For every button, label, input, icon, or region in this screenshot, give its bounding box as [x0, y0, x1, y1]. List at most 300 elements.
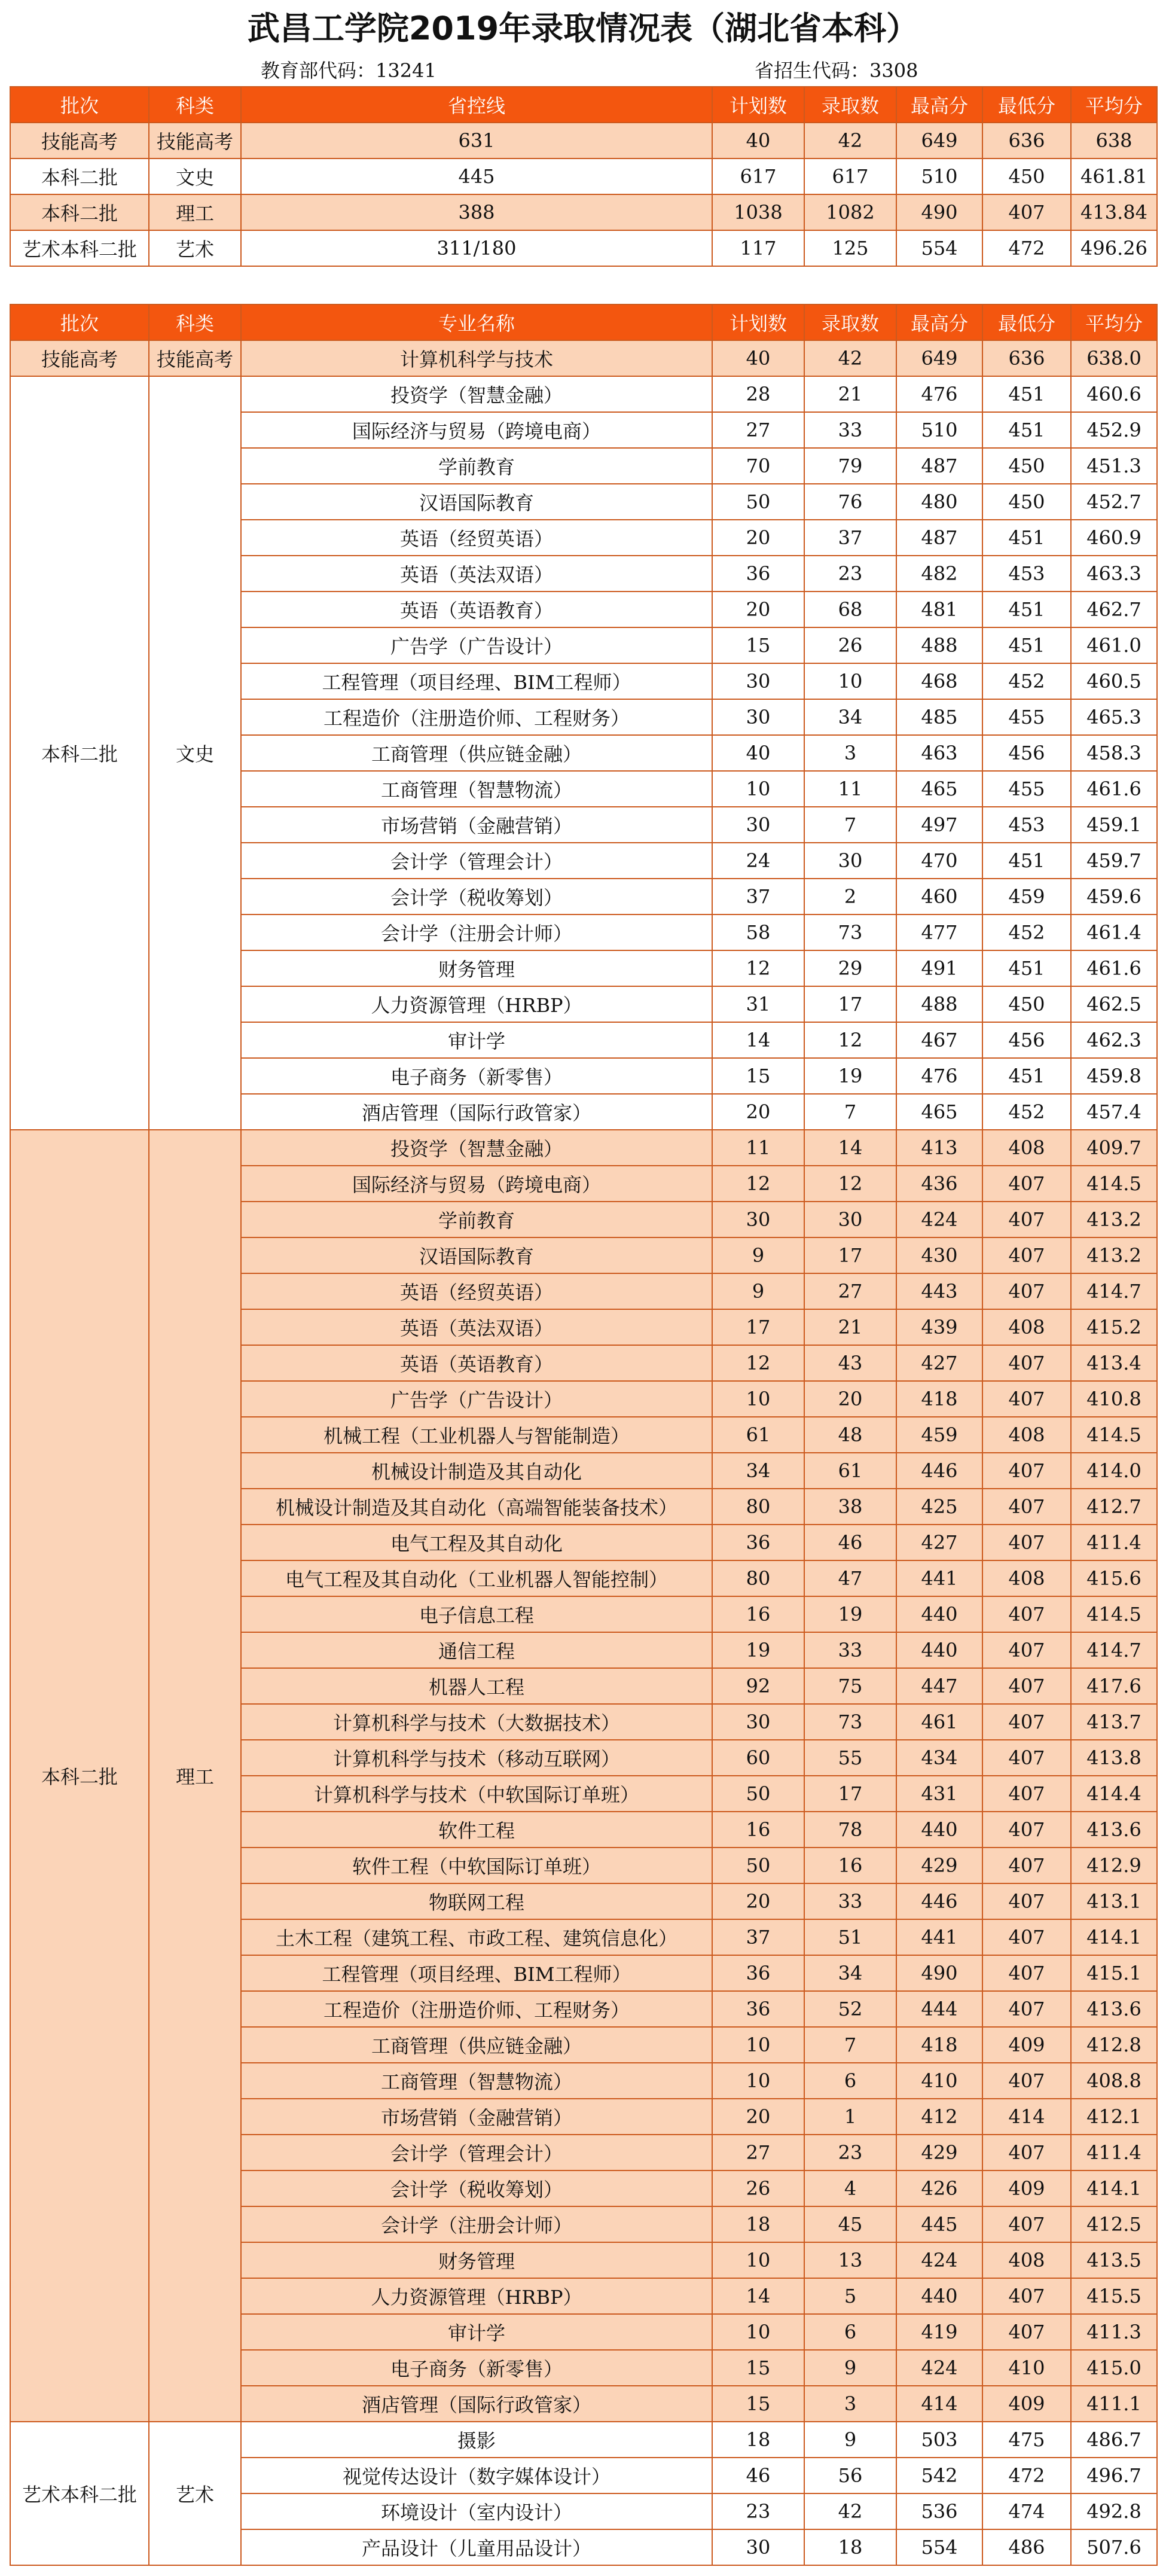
- detail-cell-max: 481: [896, 592, 982, 627]
- summary-row: [10, 123, 1157, 158]
- detail-cell-admitted: 23: [804, 2135, 896, 2170]
- detail-cell-major: 汉语国际教育: [241, 1237, 712, 1273]
- detail-cell-avg: 411.4: [1071, 2135, 1157, 2170]
- detail-cell-major: 英语（英语教育）: [241, 592, 712, 627]
- detail-cell-batch: 技能高考: [10, 340, 149, 376]
- detail-cell-major: 投资学（智慧金融）: [241, 1130, 712, 1166]
- detail-cell-max: 490: [896, 1955, 982, 1991]
- detail-cell-min: 407: [982, 1668, 1071, 1704]
- detail-cell-admitted: 55: [804, 1740, 896, 1776]
- detail-cell-min: 456: [982, 735, 1071, 771]
- detail-cell-min: 407: [982, 2135, 1071, 2170]
- detail-cell-max: 491: [896, 950, 982, 986]
- detail-cell-plan: 37: [712, 1919, 804, 1955]
- detail-cell-admitted: 12: [804, 1166, 896, 1202]
- detail-cell-major: 机器人工程: [241, 1668, 712, 1704]
- detail-cell-max: 427: [896, 1525, 982, 1560]
- summary-cell-plan: 1038: [712, 194, 804, 230]
- detail-cell-avg: 413.8: [1071, 1740, 1157, 1776]
- summary-cell-avg: 461.81: [1071, 158, 1157, 194]
- detail-cell-admitted: 48: [804, 1417, 896, 1453]
- detail-cell-min: 452: [982, 914, 1071, 950]
- detail-cell-major: 英语（英法双语）: [241, 556, 712, 592]
- detail-cell-avg: 414.1: [1071, 1919, 1157, 1955]
- detail-cell-plan: 20: [712, 1094, 804, 1130]
- detail-cell-batch: 本科二批: [10, 376, 149, 1130]
- summary-cell-plan: 117: [712, 230, 804, 266]
- detail-cell-max: 465: [896, 771, 982, 807]
- detail-cell-min: 636: [982, 340, 1071, 376]
- detail-cell-admitted: 42: [804, 340, 896, 376]
- detail-cell-avg: 451.3: [1071, 448, 1157, 484]
- detail-cell-avg: 413.5: [1071, 2242, 1157, 2278]
- summary-header-admitted: 录取数: [804, 87, 896, 123]
- detail-cell-avg: 408.8: [1071, 2063, 1157, 2099]
- summary-cell-batch: 艺术本科二批: [10, 230, 149, 266]
- detail-cell-plan: 16: [712, 1812, 804, 1848]
- detail-cell-plan: 18: [712, 2206, 804, 2242]
- detail-cell-max: 412: [896, 2099, 982, 2135]
- detail-cell-min: 407: [982, 1489, 1071, 1525]
- detail-cell-max: 410: [896, 2063, 982, 2099]
- detail-cell-major: 酒店管理（国际行政管家）: [241, 2386, 712, 2422]
- detail-cell-admitted: 51: [804, 1919, 896, 1955]
- detail-cell-min: 455: [982, 771, 1071, 807]
- detail-cell-major: 汉语国际教育: [241, 484, 712, 520]
- summary-header-min: 最低分: [982, 87, 1071, 123]
- detail-cell-major: 英语（经贸英语）: [241, 520, 712, 556]
- table-row: [10, 1130, 1157, 1166]
- detail-cell-plan: 20: [712, 2099, 804, 2135]
- detail-cell-major: 工程造价（注册造价师、工程财务）: [241, 1991, 712, 2027]
- detail-cell-batch: 艺术本科二批: [10, 2422, 149, 2565]
- summary-header-control-line: 省控线: [241, 87, 712, 123]
- detail-cell-plan: 37: [712, 879, 804, 914]
- detail-cell-plan: 14: [712, 1022, 804, 1058]
- detail-cell-plan: 10: [712, 2314, 804, 2350]
- summary-cell-max: 510: [896, 158, 982, 194]
- detail-cell-admitted: 30: [804, 843, 896, 879]
- detail-cell-avg: 413.2: [1071, 1202, 1157, 1237]
- detail-cell-plan: 18: [712, 2422, 804, 2458]
- detail-cell-min: 407: [982, 1632, 1071, 1668]
- detail-cell-plan: 50: [712, 484, 804, 520]
- detail-cell-min: 407: [982, 1776, 1071, 1812]
- detail-cell-max: 487: [896, 520, 982, 556]
- detail-cell-admitted: 33: [804, 1632, 896, 1668]
- detail-cell-plan: 46: [712, 2458, 804, 2493]
- detail-cell-avg: 457.4: [1071, 1094, 1157, 1130]
- summary-cell-category: 艺术: [149, 230, 241, 266]
- detail-cell-min: 452: [982, 1094, 1071, 1130]
- detail-cell-admitted: 27: [804, 1273, 896, 1309]
- detail-cell-min: 407: [982, 1848, 1071, 1883]
- detail-cell-max: 468: [896, 663, 982, 699]
- detail-cell-min: 407: [982, 1345, 1071, 1381]
- detail-cell-plan: 80: [712, 1560, 804, 1596]
- summary-cell-control-line: 445: [241, 158, 712, 194]
- detail-cell-min: 459: [982, 879, 1071, 914]
- detail-cell-major: 工商管理（智慧物流）: [241, 2063, 712, 2099]
- detail-cell-avg: 461.6: [1071, 771, 1157, 807]
- detail-cell-category: 理工: [149, 1130, 241, 2422]
- detail-cell-plan: 10: [712, 1381, 804, 1417]
- detail-cell-plan: 30: [712, 1704, 804, 1740]
- summary-cell-min: 450: [982, 158, 1071, 194]
- detail-cell-min: 407: [982, 1883, 1071, 1919]
- detail-cell-max: 441: [896, 1919, 982, 1955]
- detail-cell-min: 407: [982, 1991, 1071, 2027]
- detail-cell-min: 407: [982, 2206, 1071, 2242]
- detail-cell-admitted: 47: [804, 1560, 896, 1596]
- detail-cell-avg: 411.4: [1071, 1525, 1157, 1560]
- province-code: 省招生代码：3308: [755, 59, 918, 82]
- detail-cell-plan: 40: [712, 340, 804, 376]
- detail-cell-plan: 27: [712, 2135, 804, 2170]
- detail-cell-category: 文史: [149, 376, 241, 1130]
- detail-cell-min: 407: [982, 1704, 1071, 1740]
- detail-cell-min: 408: [982, 1309, 1071, 1345]
- detail-cell-plan: 15: [712, 2386, 804, 2422]
- detail-cell-plan: 15: [712, 627, 804, 663]
- detail-cell-max: 440: [896, 2278, 982, 2314]
- detail-header-admitted: 录取数: [804, 304, 896, 340]
- detail-cell-major: 工商管理（智慧物流）: [241, 771, 712, 807]
- detail-cell-max: 444: [896, 1991, 982, 2027]
- detail-cell-avg: 415.6: [1071, 1560, 1157, 1596]
- summary-cell-min: 472: [982, 230, 1071, 266]
- detail-cell-major: 计算机科学与技术（中软国际订单班）: [241, 1776, 712, 1812]
- detail-cell-avg: 414.4: [1071, 1776, 1157, 1812]
- summary-cell-batch: 本科二批: [10, 194, 149, 230]
- detail-cell-max: 488: [896, 986, 982, 1022]
- detail-cell-max: 440: [896, 1596, 982, 1632]
- detail-cell-max: 424: [896, 2242, 982, 2278]
- detail-cell-major: 物联网工程: [241, 1883, 712, 1919]
- detail-cell-admitted: 9: [804, 2350, 896, 2386]
- detail-cell-min: 410: [982, 2350, 1071, 2386]
- detail-cell-avg: 414.5: [1071, 1417, 1157, 1453]
- detail-cell-min: 407: [982, 1596, 1071, 1632]
- table-row: [10, 376, 1157, 412]
- detail-cell-max: 445: [896, 2206, 982, 2242]
- detail-cell-major: 工商管理（供应链金融）: [241, 2027, 712, 2063]
- detail-cell-min: 409: [982, 2170, 1071, 2206]
- detail-cell-admitted: 21: [804, 376, 896, 412]
- detail-cell-admitted: 11: [804, 771, 896, 807]
- detail-cell-max: 440: [896, 1632, 982, 1668]
- detail-cell-avg: 465.3: [1071, 699, 1157, 735]
- detail-cell-min: 407: [982, 1453, 1071, 1489]
- detail-cell-avg: 415.2: [1071, 1309, 1157, 1345]
- detail-header-max: 最高分: [896, 304, 982, 340]
- detail-cell-plan: 11: [712, 1130, 804, 1166]
- detail-cell-plan: 50: [712, 1848, 804, 1883]
- detail-cell-major: 人力资源管理（HRBP）: [241, 986, 712, 1022]
- detail-cell-avg: 462.5: [1071, 986, 1157, 1022]
- detail-cell-major: 电气工程及其自动化（工业机器人智能控制）: [241, 1560, 712, 1596]
- table-row: [10, 340, 1157, 376]
- detail-cell-major: 产品设计（儿童用品设计）: [241, 2529, 712, 2565]
- detail-cell-avg: 413.2: [1071, 1237, 1157, 1273]
- detail-cell-min: 456: [982, 1022, 1071, 1058]
- detail-cell-avg: 412.1: [1071, 2099, 1157, 2135]
- detail-cell-major: 视觉传达设计（数字媒体设计）: [241, 2458, 712, 2493]
- detail-cell-admitted: 1: [804, 2099, 896, 2135]
- detail-cell-major: 电子商务（新零售）: [241, 2350, 712, 2386]
- detail-cell-avg: 458.3: [1071, 735, 1157, 771]
- detail-cell-min: 408: [982, 1560, 1071, 1596]
- detail-cell-max: 476: [896, 376, 982, 412]
- detail-cell-max: 476: [896, 1058, 982, 1094]
- detail-cell-plan: 10: [712, 2027, 804, 2063]
- detail-cell-min: 451: [982, 950, 1071, 986]
- detail-cell-admitted: 37: [804, 520, 896, 556]
- detail-cell-min: 414: [982, 2099, 1071, 2135]
- detail-cell-avg: 461.0: [1071, 627, 1157, 663]
- detail-cell-min: 453: [982, 556, 1071, 592]
- detail-cell-admitted: 4: [804, 2170, 896, 2206]
- detail-cell-max: 443: [896, 1273, 982, 1309]
- summary-cell-category: 技能高考: [149, 123, 241, 158]
- detail-cell-plan: 30: [712, 2529, 804, 2565]
- summary-cell-control-line: 631: [241, 123, 712, 158]
- detail-cell-major: 学前教育: [241, 1202, 712, 1237]
- summary-header-plan: 计划数: [712, 87, 804, 123]
- detail-cell-min: 407: [982, 1202, 1071, 1237]
- detail-cell-plan: 61: [712, 1417, 804, 1453]
- detail-cell-major: 机械工程（工业机器人与智能制造）: [241, 1417, 712, 1453]
- detail-cell-min: 472: [982, 2458, 1071, 2493]
- detail-cell-min: 408: [982, 1130, 1071, 1166]
- detail-cell-major: 计算机科学与技术（大数据技术）: [241, 1704, 712, 1740]
- detail-cell-max: 424: [896, 1202, 982, 1237]
- summary-cell-avg: 638: [1071, 123, 1157, 158]
- detail-cell-avg: 417.6: [1071, 1668, 1157, 1704]
- detail-cell-admitted: 21: [804, 1309, 896, 1345]
- detail-cell-avg: 410.8: [1071, 1381, 1157, 1417]
- detail-cell-avg: 452.9: [1071, 412, 1157, 448]
- detail-cell-major: 电子商务（新零售）: [241, 1058, 712, 1094]
- detail-cell-avg: 461.6: [1071, 950, 1157, 986]
- detail-cell-plan: 20: [712, 1883, 804, 1919]
- detail-cell-avg: 414.7: [1071, 1273, 1157, 1309]
- detail-cell-plan: 60: [712, 1740, 804, 1776]
- detail-cell-max: 460: [896, 879, 982, 914]
- summary-header-max: 最高分: [896, 87, 982, 123]
- detail-cell-admitted: 34: [804, 1955, 896, 1991]
- detail-cell-min: 451: [982, 412, 1071, 448]
- detail-cell-plan: 36: [712, 556, 804, 592]
- detail-cell-plan: 14: [712, 2278, 804, 2314]
- detail-cell-avg: 411.1: [1071, 2386, 1157, 2422]
- detail-cell-major: 广告学（广告设计）: [241, 1381, 712, 1417]
- detail-cell-avg: 460.5: [1071, 663, 1157, 699]
- detail-cell-plan: 26: [712, 2170, 804, 2206]
- summary-row: [10, 194, 1157, 230]
- detail-cell-max: 477: [896, 914, 982, 950]
- detail-cell-max: 459: [896, 1417, 982, 1453]
- detail-cell-major: 会计学（注册会计师）: [241, 2206, 712, 2242]
- detail-cell-avg: 496.7: [1071, 2458, 1157, 2493]
- detail-cell-min: 407: [982, 2063, 1071, 2099]
- detail-cell-plan: 36: [712, 1955, 804, 1991]
- detail-cell-major: 摄影: [241, 2422, 712, 2458]
- detail-cell-min: 451: [982, 843, 1071, 879]
- detail-cell-admitted: 7: [804, 807, 896, 843]
- detail-cell-major: 土木工程（建筑工程、市政工程、建筑信息化）: [241, 1919, 712, 1955]
- detail-cell-min: 407: [982, 1166, 1071, 1202]
- detail-cell-max: 447: [896, 1668, 982, 1704]
- summary-cell-plan: 40: [712, 123, 804, 158]
- detail-cell-admitted: 7: [804, 2027, 896, 2063]
- detail-cell-max: 503: [896, 2422, 982, 2458]
- detail-cell-admitted: 5: [804, 2278, 896, 2314]
- detail-cell-admitted: 17: [804, 1776, 896, 1812]
- detail-cell-plan: 36: [712, 1991, 804, 2027]
- detail-cell-admitted: 29: [804, 950, 896, 986]
- detail-cell-min: 451: [982, 627, 1071, 663]
- detail-cell-max: 649: [896, 340, 982, 376]
- detail-cell-avg: 492.8: [1071, 2493, 1157, 2529]
- detail-cell-plan: 12: [712, 950, 804, 986]
- detail-cell-max: 427: [896, 1345, 982, 1381]
- detail-cell-admitted: 19: [804, 1596, 896, 1632]
- detail-header-plan: 计划数: [712, 304, 804, 340]
- detail-cell-max: 542: [896, 2458, 982, 2493]
- detail-cell-max: 485: [896, 699, 982, 735]
- detail-cell-major: 环境设计（室内设计）: [241, 2493, 712, 2529]
- detail-cell-max: 426: [896, 2170, 982, 2206]
- detail-cell-min: 407: [982, 1740, 1071, 1776]
- detail-cell-max: 446: [896, 1883, 982, 1919]
- detail-cell-max: 487: [896, 448, 982, 484]
- detail-cell-major: 计算机科学与技术（移动互联网）: [241, 1740, 712, 1776]
- detail-header-min: 最低分: [982, 304, 1071, 340]
- detail-cell-min: 407: [982, 2314, 1071, 2350]
- summary-cell-control-line: 311/180: [241, 230, 712, 266]
- detail-cell-major: 机械设计制造及其自动化: [241, 1453, 712, 1489]
- detail-cell-max: 436: [896, 1166, 982, 1202]
- detail-cell-major: 工商管理（供应链金融）: [241, 735, 712, 771]
- detail-cell-avg: 413.6: [1071, 1812, 1157, 1848]
- detail-cell-major: 英语（英语教育）: [241, 1345, 712, 1381]
- detail-cell-min: 407: [982, 1919, 1071, 1955]
- detail-cell-admitted: 45: [804, 2206, 896, 2242]
- detail-cell-major: 市场营销（金融营销）: [241, 807, 712, 843]
- detail-cell-admitted: 73: [804, 1704, 896, 1740]
- detail-cell-max: 440: [896, 1812, 982, 1848]
- detail-cell-admitted: 17: [804, 1237, 896, 1273]
- detail-cell-avg: 507.6: [1071, 2529, 1157, 2565]
- detail-cell-admitted: 13: [804, 2242, 896, 2278]
- summary-cell-min: 636: [982, 123, 1071, 158]
- detail-cell-avg: 486.7: [1071, 2422, 1157, 2458]
- detail-cell-admitted: 46: [804, 1525, 896, 1560]
- detail-cell-avg: 413.4: [1071, 1345, 1157, 1381]
- detail-cell-admitted: 26: [804, 627, 896, 663]
- detail-cell-max: 418: [896, 2027, 982, 2063]
- detail-cell-max: 419: [896, 2314, 982, 2350]
- detail-cell-admitted: 6: [804, 2063, 896, 2099]
- detail-cell-min: 453: [982, 807, 1071, 843]
- detail-cell-major: 机械设计制造及其自动化（高端智能装备技术）: [241, 1489, 712, 1525]
- detail-cell-min: 452: [982, 663, 1071, 699]
- detail-cell-avg: 414.1: [1071, 2170, 1157, 2206]
- detail-cell-max: 441: [896, 1560, 982, 1596]
- detail-cell-admitted: 34: [804, 699, 896, 735]
- detail-cell-plan: 15: [712, 1058, 804, 1094]
- detail-cell-min: 407: [982, 1381, 1071, 1417]
- summary-cell-batch: 本科二批: [10, 158, 149, 194]
- detail-cell-plan: 30: [712, 1202, 804, 1237]
- detail-cell-major: 工程管理（项目经理、BIM工程师）: [241, 663, 712, 699]
- detail-cell-plan: 50: [712, 1776, 804, 1812]
- detail-cell-admitted: 68: [804, 592, 896, 627]
- detail-cell-major: 会计学（税收筹划）: [241, 879, 712, 914]
- detail-cell-min: 407: [982, 2278, 1071, 2314]
- detail-cell-major: 国际经济与贸易（跨境电商）: [241, 1166, 712, 1202]
- detail-cell-min: 475: [982, 2422, 1071, 2458]
- detail-cell-plan: 92: [712, 1668, 804, 1704]
- detail-cell-plan: 17: [712, 1309, 804, 1345]
- page-title: 武昌工学院2019年录取情况表（湖北省本科）: [247, 10, 919, 47]
- detail-cell-admitted: 73: [804, 914, 896, 950]
- detail-table: [10, 304, 1158, 2566]
- detail-cell-max: 429: [896, 1848, 982, 1883]
- detail-cell-min: 409: [982, 2027, 1071, 2063]
- summary-row: [10, 230, 1157, 266]
- detail-cell-max: 463: [896, 735, 982, 771]
- detail-cell-min: 408: [982, 2242, 1071, 2278]
- detail-cell-avg: 460.9: [1071, 520, 1157, 556]
- detail-cell-plan: 20: [712, 592, 804, 627]
- summary-cell-admitted: 42: [804, 123, 896, 158]
- detail-cell-major: 计算机科学与技术: [241, 340, 712, 376]
- detail-cell-avg: 415.0: [1071, 2350, 1157, 2386]
- detail-cell-plan: 70: [712, 448, 804, 484]
- detail-cell-avg: 412.8: [1071, 2027, 1157, 2063]
- summary-header-batch: 批次: [10, 87, 149, 123]
- detail-header-batch: 批次: [10, 304, 149, 340]
- summary-cell-max: 649: [896, 123, 982, 158]
- detail-cell-admitted: 75: [804, 1668, 896, 1704]
- detail-cell-admitted: 17: [804, 986, 896, 1022]
- detail-cell-major: 学前教育: [241, 448, 712, 484]
- detail-cell-avg: 459.6: [1071, 879, 1157, 914]
- detail-cell-min: 407: [982, 1237, 1071, 1273]
- detail-cell-avg: 459.1: [1071, 807, 1157, 843]
- detail-cell-max: 461: [896, 1704, 982, 1740]
- detail-cell-major: 广告学（广告设计）: [241, 627, 712, 663]
- detail-cell-admitted: 61: [804, 1453, 896, 1489]
- detail-cell-plan: 20: [712, 520, 804, 556]
- detail-cell-max: 465: [896, 1094, 982, 1130]
- detail-cell-admitted: 20: [804, 1381, 896, 1417]
- detail-cell-admitted: 42: [804, 2493, 896, 2529]
- summary-cell-max: 554: [896, 230, 982, 266]
- detail-cell-plan: 36: [712, 1525, 804, 1560]
- detail-cell-max: 434: [896, 1740, 982, 1776]
- detail-cell-major: 会计学（管理会计）: [241, 2135, 712, 2170]
- detail-cell-major: 国际经济与贸易（跨境电商）: [241, 412, 712, 448]
- detail-cell-major: 软件工程: [241, 1812, 712, 1848]
- detail-cell-max: 467: [896, 1022, 982, 1058]
- detail-cell-major: 软件工程（中软国际订单班）: [241, 1848, 712, 1883]
- detail-cell-avg: 459.8: [1071, 1058, 1157, 1094]
- detail-cell-batch: 本科二批: [10, 1130, 149, 2422]
- detail-cell-avg: 462.7: [1071, 592, 1157, 627]
